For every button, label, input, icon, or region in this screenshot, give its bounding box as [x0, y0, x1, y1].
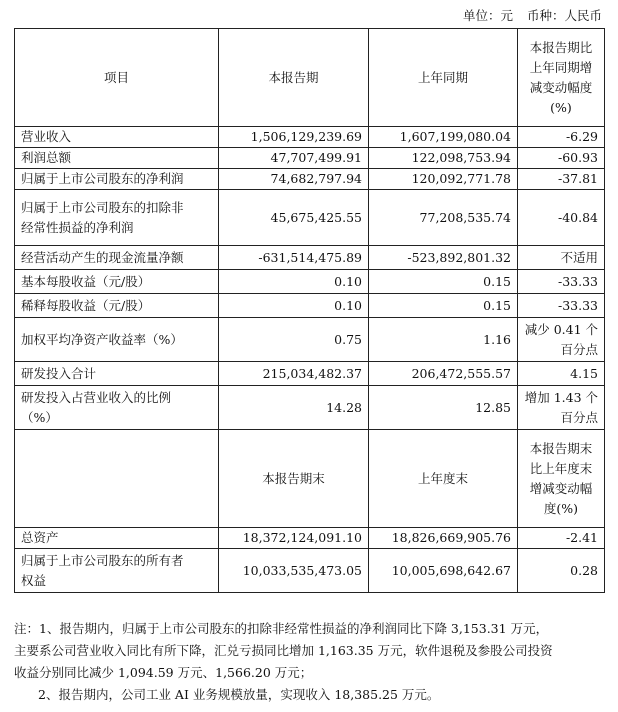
row-item: 利润总额	[15, 148, 219, 169]
row-item	[15, 549, 219, 593]
header2-change-line: 增减变动幅	[529, 480, 593, 496]
financial-table	[14, 28, 605, 593]
table-row	[15, 169, 605, 190]
row-change: -37.81	[518, 169, 605, 190]
row-prior: 10,005,698,642.67	[369, 549, 518, 593]
row-item-line: 归属于上市公司股东的扣除非	[21, 199, 184, 215]
row-item-line: （%）	[21, 409, 58, 425]
row-current: 1,506,129,239.69	[219, 127, 369, 148]
table-row	[15, 528, 605, 549]
row-current: 0.10	[219, 270, 369, 294]
row-item	[15, 190, 219, 246]
row-item: 归属于上市公司股东的净利润	[15, 169, 219, 190]
header2-change	[518, 430, 605, 528]
table-row	[15, 318, 605, 362]
row-change-line: 增加 1.43 个	[524, 389, 598, 405]
table-row	[15, 362, 605, 386]
row-current: 10,033,535,473.05	[219, 549, 369, 593]
notes	[14, 618, 606, 706]
header2-prior: 上年度末	[369, 430, 518, 528]
row-item: 营业收入	[15, 127, 219, 148]
row-prior: 122,098,753.94	[369, 148, 518, 169]
table-row	[15, 294, 605, 318]
row-prior: 77,208,535.74	[369, 190, 518, 246]
header-change-line: 本报告期比	[529, 39, 593, 55]
row-current: 0.75	[219, 318, 369, 362]
header-current: 本报告期	[219, 29, 369, 127]
row-prior: 12.85	[369, 386, 518, 430]
row-change: -6.29	[518, 127, 605, 148]
table-row	[15, 386, 605, 430]
header2-change-line: 度(%)	[543, 500, 579, 516]
table-row	[15, 246, 605, 270]
unit-label: 单位：元	[462, 8, 513, 23]
header-change-line: 上年同期增	[529, 59, 593, 75]
row-prior: 1.16	[369, 318, 518, 362]
row-prior: -523,892,801.32	[369, 246, 518, 270]
row-item	[15, 386, 219, 430]
header2-change-line: 本报告期末	[529, 440, 593, 456]
row-change: 4.15	[518, 362, 605, 386]
currency-label: 币种：人民币	[526, 8, 602, 23]
header-row	[15, 29, 605, 127]
row-item: 基本每股收益（元/股）	[15, 270, 219, 294]
row-item-line: 经常性损益的净利润	[21, 219, 134, 235]
row-item-line: 研发投入占营业收入的比例	[21, 389, 172, 405]
row-prior: 206,472,555.57	[369, 362, 518, 386]
row-change: -2.41	[518, 528, 605, 549]
table-row	[15, 190, 605, 246]
row-current: 215,034,482.37	[219, 362, 369, 386]
table-row	[15, 549, 605, 593]
header-row-2	[15, 430, 605, 528]
row-change-line: 减少 0.41 个	[524, 321, 598, 337]
row-current: 0.10	[219, 294, 369, 318]
table-row	[15, 127, 605, 148]
header-change	[518, 29, 605, 127]
row-change: -33.33	[518, 294, 605, 318]
row-item: 稀释每股收益（元/股）	[15, 294, 219, 318]
note-line: 2、报告期内，公司工业 AI 业务规模放量，实现收入 18,385.25 万元。	[38, 687, 440, 702]
row-change	[518, 386, 605, 430]
row-current: 45,675,425.55	[219, 190, 369, 246]
row-change-line: 百分点	[560, 341, 598, 357]
note-line: 收益分别同比减少 1,094.59 万元、1,566.20 万元；	[14, 665, 313, 680]
row-change: -40.84	[518, 190, 605, 246]
header-change-line: 减变动幅度	[529, 79, 593, 95]
unit-line	[449, 6, 602, 24]
table-row	[15, 270, 605, 294]
header2-item-empty	[15, 430, 219, 528]
row-current: 47,707,499.91	[219, 148, 369, 169]
row-change: -33.33	[518, 270, 605, 294]
row-change: -60.93	[518, 148, 605, 169]
header-item: 项目	[15, 29, 219, 127]
row-prior: 120,092,771.78	[369, 169, 518, 190]
header-prior: 上年同期	[369, 29, 518, 127]
row-current: 14.28	[219, 386, 369, 430]
row-prior: 0.15	[369, 294, 518, 318]
row-item: 总资产	[15, 528, 219, 549]
row-item: 研发投入合计	[15, 362, 219, 386]
row-prior: 1,607,199,080.04	[369, 127, 518, 148]
row-current: -631,514,475.89	[219, 246, 369, 270]
row-prior: 18,826,669,905.76	[369, 528, 518, 549]
header2-change-line: 比上年度末	[529, 460, 593, 476]
row-item-line: 权益	[21, 572, 47, 588]
note-line: 注：1、报告期内，归属于上市公司股东的扣除非经常性损益的净利润同比下降 3,153.31 万元，	[14, 621, 549, 636]
row-item: 加权平均净资产收益率（%）	[15, 318, 219, 362]
row-change: 0.28	[518, 549, 605, 593]
header2-current: 本报告期末	[219, 430, 369, 528]
row-prior: 0.15	[369, 270, 518, 294]
row-change	[518, 318, 605, 362]
row-item-line: 归属于上市公司股东的所有者	[21, 552, 184, 568]
row-change: 不适用	[518, 246, 605, 270]
row-change-line: 百分点	[560, 409, 598, 425]
row-current: 18,372,124,091.10	[219, 528, 369, 549]
note-line: 主要系公司营业收入同比有所下降，汇兑亏损同比增加 1,163.35 万元，软件退税及参股公司投资	[14, 643, 553, 658]
row-current: 74,682,797.94	[219, 169, 369, 190]
table-row	[15, 148, 605, 169]
header-change-line: (%)	[550, 99, 572, 115]
row-item: 经营活动产生的现金流量净额	[15, 246, 219, 270]
